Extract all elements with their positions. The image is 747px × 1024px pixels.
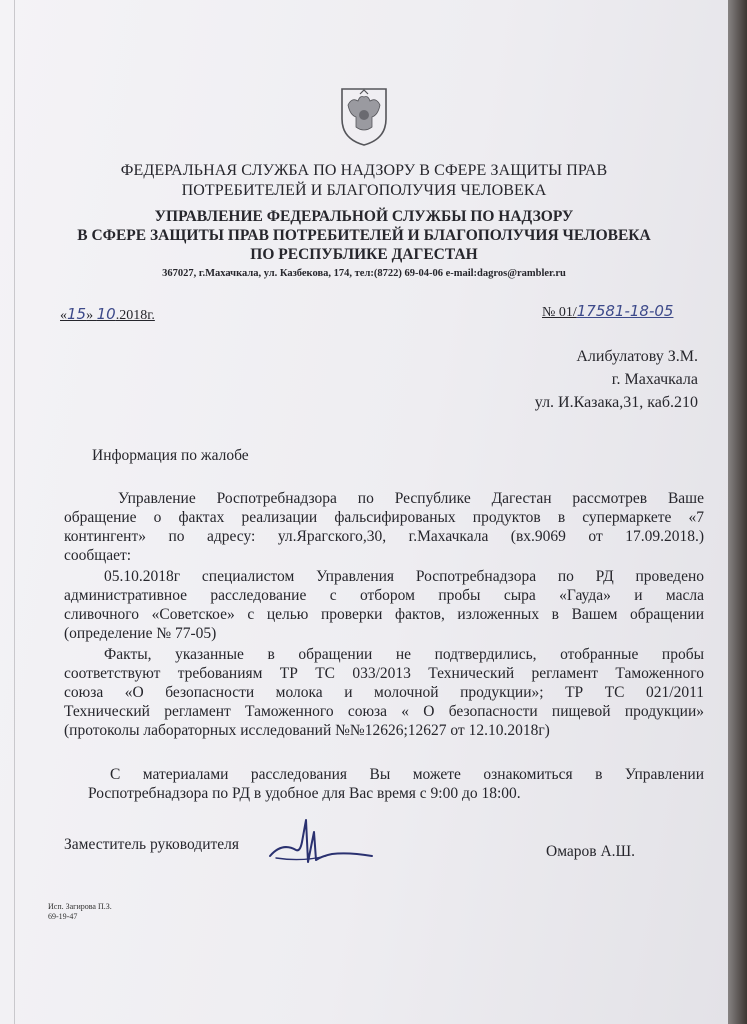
dept-name-line1: УПРАВЛЕНИЕ ФЕДЕРАЛЬНОЙ СЛУЖБЫ ПО НАДЗОРУ bbox=[154, 208, 574, 225]
paragraph-2-line-4: (определение № 77-05) bbox=[64, 625, 217, 642]
paragraph-1-line-2: обращение о фактах реализации фальсифированых продуктов в супермаркете «7 bbox=[64, 509, 704, 526]
paragraph-1-line-4: сообщает: bbox=[64, 547, 132, 564]
recipient-name: Алибулатову З.М. bbox=[576, 348, 698, 365]
dept-name-line3: ПО РЕСПУБЛИКЕ ДАГЕСТАН bbox=[250, 246, 478, 263]
paragraph-1-line-1: Управление Роспотребнадзора по Республике Дагестан рассмотрев Ваше bbox=[118, 490, 704, 507]
date-quote-open: « bbox=[60, 308, 67, 323]
dept-name-line2: В СФЕРЕ ЗАЩИТЫ ПРАВ ПОТРЕБИТЕЛЕЙ И БЛАГОПОЛУЧИЯ ЧЕЛОВЕКА bbox=[77, 227, 651, 244]
paragraph-3-line-5: (протоколы лабораторных исследований №№12626;12627 от 12.10.2018г) bbox=[64, 722, 550, 739]
executor-phone: 69-19-47 bbox=[48, 912, 78, 921]
paragraph-2-line-1: 05.10.2018г специалистом Управления Роспотребнадзора по РД проведено bbox=[104, 568, 704, 585]
paragraph-2-line-2: административное расследование с отбором пробы сыра «Гауда» и масла bbox=[64, 587, 704, 604]
recipient-street: ул. И.Казака,31, каб.210 bbox=[534, 394, 698, 411]
number-prefix: № 01/ bbox=[542, 305, 577, 320]
letter-date bbox=[60, 305, 155, 324]
org-address: 367027, г.Махачкала, ул. Казбекова, 174, тел:(8722) 69-04-06 e-mail:dagros@rambler.ru bbox=[162, 268, 566, 279]
date-quote-close: » bbox=[86, 308, 97, 323]
subject-line: Информация по жалобе bbox=[92, 447, 249, 464]
paragraph-3-line-2: соответствуют требованиям ТР ТС 033/2013 Технический регламент Таможенного bbox=[64, 665, 704, 682]
page-fold-line bbox=[14, 0, 15, 1024]
recipient-city: г. Махачкала bbox=[611, 371, 698, 388]
paragraph-3-line-3: союза «О безопасности молока и молочной продукции»; ТР ТС 021/2011 bbox=[64, 684, 704, 701]
signatory-name: Омаров А.Ш. bbox=[546, 843, 636, 860]
paragraph-2-line-3: сливочного «Советское» с целью проверки фактов, изложенных в Вашем обращении bbox=[64, 606, 704, 623]
paragraph-1-line-3: контингент» по адресу: ул.Ярагского,30, г.Махачкала (вх.9069 от 17.09.2018.) bbox=[64, 528, 704, 545]
date-year: .2018г. bbox=[115, 308, 155, 323]
paragraph-4-line-2: Роспотребнадзора по РД в удобное для Вас время с 9:00 до 18:00. bbox=[88, 785, 521, 802]
paragraph-4-line-1: С материалами расследования Вы можете ознакомиться в Управлении bbox=[110, 766, 704, 783]
handwritten-signature bbox=[262, 812, 382, 872]
paragraph-3-line-4: Технический регламент Таможенного союза « О безопасности пищевой продукции» bbox=[64, 703, 704, 720]
date-day-handwritten: 15 bbox=[67, 305, 87, 323]
signatory-title: Заместитель руководителя bbox=[64, 836, 240, 853]
org-name-line2: ПОТРЕБИТЕЛЕЙ И БЛАГОПОЛУЧИЯ ЧЕЛОВЕКА bbox=[181, 182, 547, 199]
coat-of-arms-emblem bbox=[338, 85, 390, 147]
executor-name: Исп. Загирова П.З. bbox=[48, 902, 112, 911]
letter-number bbox=[542, 302, 673, 321]
date-month-handwritten: 10 bbox=[96, 305, 116, 323]
org-name-line1: ФЕДЕРАЛЬНАЯ СЛУЖБА ПО НАДЗОРУ В СФЕРЕ ЗАЩИТЫ ПРАВ bbox=[120, 162, 608, 179]
number-handwritten: 17581-18-05 bbox=[576, 302, 674, 320]
paragraph-3-line-1: Факты, указанные в обращении не подтвердились, отобранные пробы bbox=[104, 646, 704, 663]
